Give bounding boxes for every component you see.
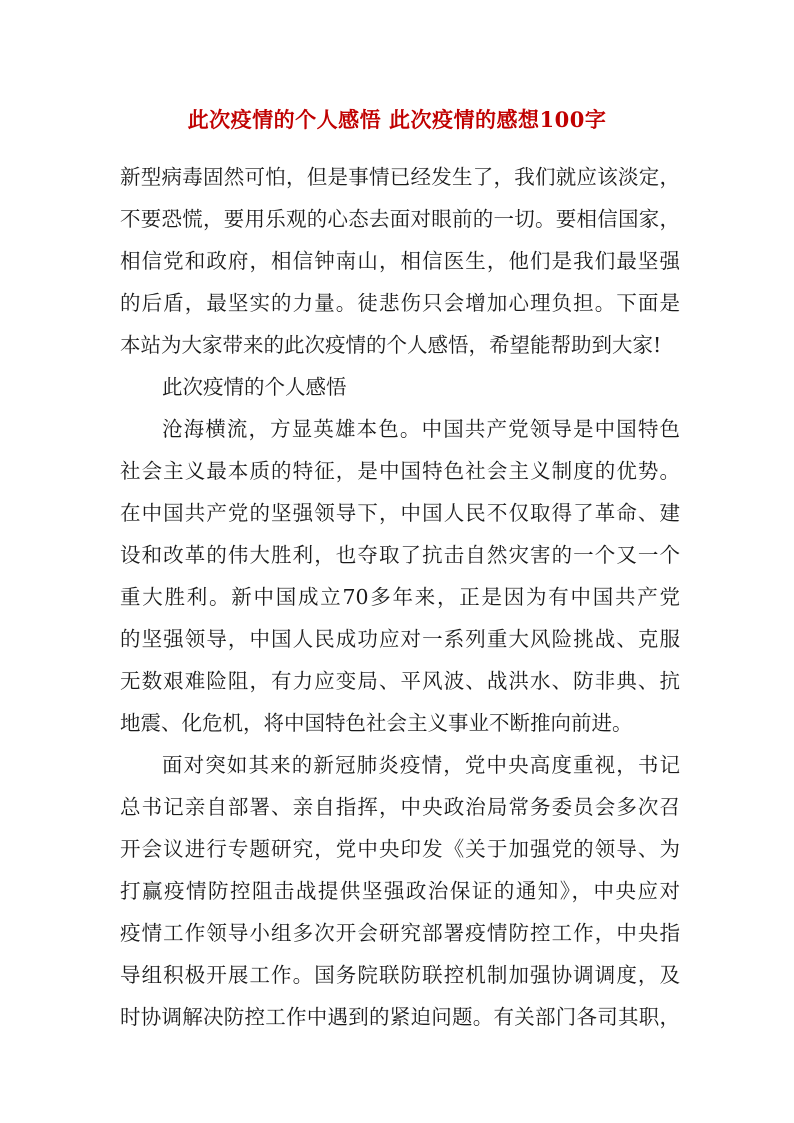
paragraph-line: 在中国共产党的坚强领导下，中国人民不仅取得了革命、建 — [120, 501, 680, 525]
document-title: 此次疫情的个人感悟 此次疫情的感想100字 — [187, 107, 607, 132]
section-heading: 此次疫情的个人感悟 — [162, 375, 347, 399]
paragraph-line: 打赢疫情防控阻击战提供坚强政治保证的通知》，中央应对 — [120, 879, 680, 903]
paragraph-line: 总书记亲自部署、亲自指挥，中央政治局常务委员会多次召 — [120, 795, 680, 819]
paragraph-line: 社会主义最本质的特征，是中国特色社会主义制度的优势。 — [120, 459, 680, 483]
paragraph-line: 不要恐慌，要用乐观的心态去面对眼前的一切。要相信国家， — [120, 207, 680, 231]
paragraph-line: 的后盾，最坚实的力量。徒悲伤只会增加心理负担。下面是 — [120, 291, 680, 315]
paragraph-line: 重大胜利。新中国成立70多年来，正是因为有中国共产党 — [120, 585, 680, 609]
paragraph-line: 无数艰难险阻，有力应变局、平风波、战洪水、防非典、抗 — [120, 669, 680, 693]
paragraph-line: 面对突如其来的新冠肺炎疫情，党中央高度重视，书记 — [162, 753, 680, 777]
paragraph-line: 本站为大家带来的此次疫情的个人感悟，希望能帮助到大家! — [120, 333, 662, 357]
paragraph-line: 疫情工作领导小组多次开会研究部署疫情防控工作，中央指 — [120, 921, 680, 945]
paragraph-line: 相信党和政府，相信钟南山，相信医生，他们是我们最坚强 — [120, 249, 680, 273]
paragraph-line: 设和改革的伟大胜利，也夺取了抗击自然灾害的一个又一个 — [120, 543, 680, 567]
paragraph-line: 导组积极开展工作。国务院联防联控机制加强协调调度，及 — [120, 963, 680, 987]
paragraph-line: 新型病毒固然可怕，但是事情已经发生了，我们就应该淡定， — [120, 165, 680, 189]
paragraph-line: 的坚强领导，中国人民成功应对一系列重大风险挑战、克服 — [120, 627, 680, 651]
paragraph-line: 地震、化危机，将中国特色社会主义事业不断推向前进。 — [120, 711, 633, 735]
paragraph-line: 开会议进行专题研究，党中央印发《关于加强党的领导、为 — [120, 837, 680, 861]
paragraph-line: 沧海横流，方显英雄本色。中国共产党领导是中国特色 — [162, 417, 680, 441]
paragraph-line: 时协调解决防控工作中遇到的紧迫问题。有关部门各司其职， — [120, 1005, 680, 1029]
